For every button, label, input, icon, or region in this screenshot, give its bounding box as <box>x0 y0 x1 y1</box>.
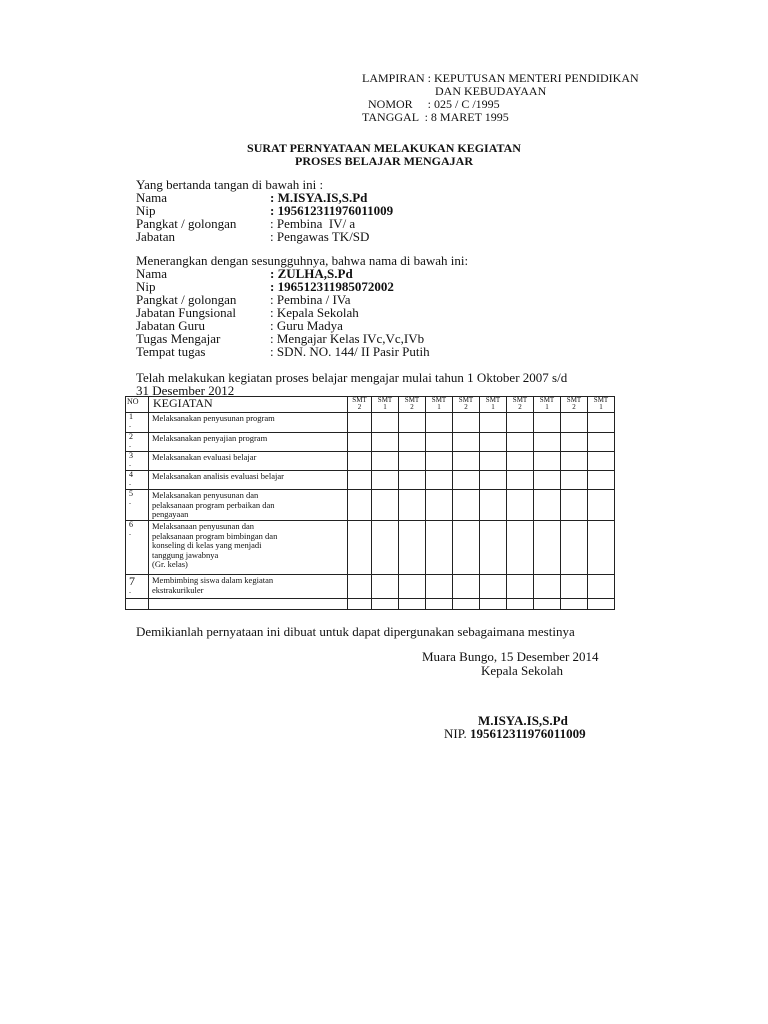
smt-cell <box>348 521 372 575</box>
table-row <box>126 521 615 575</box>
smt-cell <box>534 413 561 433</box>
smt-cell <box>399 490 426 521</box>
header-smt-label: SMT <box>458 396 474 404</box>
table-row <box>126 452 615 471</box>
smt-cell <box>399 521 426 575</box>
row-kegiatan <box>149 575 348 599</box>
smt-cell <box>399 575 426 599</box>
lampiran-tanggal: TANGGAL : 8 MARET 1995 <box>362 110 509 124</box>
row-number: 3 <box>129 451 133 460</box>
document-title <box>0 142 768 168</box>
smt-cell <box>453 413 480 433</box>
smt-cell <box>534 433 561 452</box>
statement-line-2: 31 Desember 2012 <box>136 383 235 398</box>
smt-cell <box>480 575 507 599</box>
smt-cell <box>426 433 453 452</box>
kegiatan-line: Melaksanakan penyusunan program <box>152 413 275 423</box>
signer-field-label: Nama <box>136 190 168 205</box>
subject-fields <box>136 267 468 358</box>
lampiran-line-1: LAMPIRAN : KEPUTUSAN MENTERI PENDIDIKAN <box>362 71 639 85</box>
signer-field-label: Jabatan <box>136 229 175 244</box>
smt-cell <box>507 599 534 610</box>
row-number: 5 <box>129 489 133 498</box>
smt-cell <box>372 490 399 521</box>
smt-cell <box>453 521 480 575</box>
table-row <box>126 575 615 599</box>
header-kegiatan: KEGIATAN <box>149 397 348 413</box>
smt-cell <box>372 599 399 610</box>
smt-cell <box>561 433 588 452</box>
signer-block <box>136 178 393 243</box>
smt-cell <box>426 413 453 433</box>
header-smt-label: SMT <box>566 396 582 404</box>
kegiatan-line: Melaksanakan analisis evaluasi belajar <box>152 471 284 481</box>
header-smt-label: SMT <box>485 396 501 404</box>
row-no <box>126 413 149 433</box>
header-smt-label: SMT <box>431 396 447 404</box>
header-smt <box>561 397 588 413</box>
smt-cell <box>372 452 399 471</box>
smt-cell <box>348 490 372 521</box>
header-smt-label: SMT <box>539 396 555 404</box>
signer-fields <box>136 191 393 243</box>
smt-cell <box>507 471 534 490</box>
row-kegiatan <box>149 471 348 490</box>
smt-cell <box>588 490 615 521</box>
table-row <box>126 490 615 521</box>
smt-cell <box>534 490 561 521</box>
subject-field-label: Nip <box>136 279 156 294</box>
smt-cell <box>372 471 399 490</box>
subject-field-value: : ZULHA,S.Pd <box>270 266 353 281</box>
header-smt <box>399 397 426 413</box>
header-smt-label: SMT <box>352 396 367 404</box>
kegiatan-line: Melaksanaan penyusunan dan <box>152 521 254 531</box>
header-smt-label: SMT <box>404 396 420 404</box>
smt-cell <box>588 471 615 490</box>
row-number-dot: . <box>129 528 131 537</box>
subject-field-value: : Pembina / IVa <box>270 292 351 307</box>
smt-cell <box>561 521 588 575</box>
kegiatan-table <box>125 396 615 610</box>
smt-cell <box>453 433 480 452</box>
signer-intro: Yang bertanda tangan di bawah ini : <box>136 177 324 192</box>
subject-field-label: Pangkat / golongan <box>136 292 237 307</box>
kegiatan-line: pelaksanaan program bimbingan dan <box>152 530 278 541</box>
subject-field-label: Jabatan Fungsional <box>136 305 237 320</box>
smt-cell <box>348 452 372 471</box>
signature-nip <box>444 726 586 742</box>
row-no <box>126 471 149 490</box>
kegiatan-line: Membimbing siswa dalam kegiatan <box>152 575 274 585</box>
header-smt <box>507 397 534 413</box>
smt-cell <box>372 575 399 599</box>
header-smt-number: 1 <box>491 403 495 411</box>
lampiran-line-2: DAN KEBUDAYAAN <box>435 84 547 98</box>
kegiatan-line: pelaksanaan program perbaikan dan <box>152 499 275 510</box>
smt-cell <box>588 413 615 433</box>
header-smt <box>372 397 399 413</box>
signer-field-value: : Pengawas TK/SD <box>270 229 370 244</box>
subject-field-label: Tugas Mengajar <box>136 331 221 346</box>
row-no <box>126 521 149 575</box>
kegiatan-line: pengayaan <box>152 509 189 519</box>
smt-cell <box>561 575 588 599</box>
kegiatan-line: ekstrakurikuler <box>152 584 204 595</box>
signer-field-value: : Pembina IV/ a <box>270 216 356 231</box>
smt-cell <box>348 599 372 610</box>
smt-cell <box>453 575 480 599</box>
header-smt <box>453 397 480 413</box>
kegiatan-line: Melaksanakan penyusunan dan <box>152 490 259 500</box>
table-body <box>126 413 615 610</box>
smt-cell <box>588 452 615 471</box>
smt-cell <box>399 452 426 471</box>
row-number: 2 <box>129 432 133 441</box>
smt-cell <box>372 521 399 575</box>
row-no <box>126 452 149 471</box>
smt-cell <box>399 471 426 490</box>
smt-cell <box>372 433 399 452</box>
title-line-1: SURAT PERNYATAAN MELAKUKAN KEGIATAN <box>247 141 521 155</box>
smt-cell <box>426 471 453 490</box>
smt-cell <box>507 575 534 599</box>
smt-cell <box>453 452 480 471</box>
row-kegiatan <box>149 433 348 452</box>
subject-block <box>136 254 468 358</box>
row-number-dot: . <box>129 497 131 506</box>
subject-field-value: : Mengajar Kelas IVc,Vc,IVb <box>270 331 425 346</box>
subject-field-value: : 196512311985072002 <box>270 279 394 294</box>
row-kegiatan <box>149 521 348 575</box>
signature-role: Kepala Sekolah <box>481 663 563 678</box>
smt-cell <box>507 521 534 575</box>
lampiran-nomor: NOMOR : 025 / C /1995 <box>368 97 500 111</box>
header-smt-number: 2 <box>410 403 414 411</box>
row-kegiatan <box>149 490 348 521</box>
smt-cell <box>507 413 534 433</box>
smt-cell <box>534 471 561 490</box>
header-smt-number: 1 <box>599 403 603 411</box>
row-kegiatan <box>149 599 348 610</box>
smt-cell <box>588 599 615 610</box>
row-number-dot: . <box>129 478 131 487</box>
smt-cell <box>507 433 534 452</box>
smt-cell <box>588 575 615 599</box>
row-number-dot: . <box>129 440 131 449</box>
table-row <box>126 433 615 452</box>
smt-cell <box>480 413 507 433</box>
header-smt-number: 2 <box>518 403 522 411</box>
subject-field-value: : Guru Madya <box>270 318 343 333</box>
row-number-dot: . <box>129 420 131 429</box>
kegiatan-line: (Gr. kelas) <box>152 559 188 569</box>
kegiatan-line: Melaksanakan evaluasi belajar <box>152 452 257 462</box>
smt-cell <box>348 433 372 452</box>
row-number: 7 <box>129 574 135 588</box>
smt-cell <box>534 521 561 575</box>
header-smt-number: 1 <box>383 403 387 411</box>
header-smt <box>348 397 372 413</box>
row-number-dot: . <box>129 459 131 468</box>
subject-field-label: Nama <box>136 266 168 281</box>
header-smt-label: SMT <box>593 396 609 404</box>
smt-cell <box>534 452 561 471</box>
header-smt-number: 1 <box>545 403 549 411</box>
header-smt-number: 2 <box>572 403 576 411</box>
smt-cell <box>426 575 453 599</box>
title-line-2: PROSES BELAJAR MENGAJAR <box>294 154 474 168</box>
smt-cell <box>426 521 453 575</box>
subject-intro: Menerangkan dengan sesungguhnya, bahwa nama di bawah ini: <box>136 253 469 268</box>
smt-cell <box>480 471 507 490</box>
smt-cell <box>426 599 453 610</box>
signer-field-value: : 195612311976011009 <box>270 203 394 218</box>
smt-cell <box>399 599 426 610</box>
smt-cell <box>561 413 588 433</box>
smt-cell <box>507 452 534 471</box>
header-smt <box>534 397 561 413</box>
smt-cell <box>480 599 507 610</box>
signature-nip-value: 195612311976011009 <box>470 726 586 741</box>
subject-field-label: Tempat tugas <box>136 344 206 359</box>
row-no <box>126 490 149 521</box>
header-smt-label: SMT <box>512 396 528 404</box>
smt-cell <box>588 521 615 575</box>
statement <box>136 371 567 397</box>
row-number: 4 <box>129 470 133 479</box>
header-smt-number: 2 <box>464 403 468 411</box>
smt-cell <box>453 490 480 521</box>
smt-cell <box>453 599 480 610</box>
header-smt-label: SMT <box>377 396 393 404</box>
signature-name: M.ISYA.IS,S.Pd <box>478 713 568 728</box>
row-no <box>126 433 149 452</box>
smt-cell <box>453 471 480 490</box>
table-row <box>126 413 615 433</box>
signer-field-row <box>136 230 393 243</box>
smt-cell <box>480 452 507 471</box>
smt-cell <box>399 413 426 433</box>
signature-nip-label: NIP. <box>444 726 471 741</box>
smt-cell <box>480 433 507 452</box>
smt-cell <box>480 490 507 521</box>
smt-cell <box>561 490 588 521</box>
smt-cell <box>348 471 372 490</box>
lampiran-header <box>362 72 639 124</box>
header-smt <box>426 397 453 413</box>
smt-cell <box>348 575 372 599</box>
smt-cell <box>372 413 399 433</box>
subject-field-label: Jabatan Guru <box>136 318 205 333</box>
row-no <box>126 575 149 599</box>
header-smt <box>480 397 507 413</box>
row-number: 1 <box>129 412 133 421</box>
kegiatan-line: konseling di kelas yang menjadi <box>152 540 262 550</box>
signature-place-date: Muara Bungo, 15 Desember 2014 <box>422 649 599 664</box>
smt-cell <box>534 599 561 610</box>
signer-field-label: Pangkat / golongan <box>136 216 237 231</box>
signer-field-label: Nip <box>136 203 156 218</box>
smt-cell <box>507 490 534 521</box>
header-smt-number: 1 <box>437 403 441 411</box>
row-number: 6 <box>129 520 133 529</box>
subject-field-row <box>136 345 468 358</box>
row-no <box>126 599 149 610</box>
smt-cell <box>561 452 588 471</box>
subject-field-value: : SDN. NO. 144/ II Pasir Putih <box>270 344 430 359</box>
header-no: NO <box>126 397 149 413</box>
table-header-row <box>126 397 615 413</box>
closing-statement: Demikianlah pernyataan ini dibuat untuk dapat dipergunakan sebagaimana mestinya <box>136 624 575 639</box>
subject-field-value: : Kepala Sekolah <box>270 305 359 320</box>
header-smt <box>588 397 615 413</box>
smt-cell <box>348 413 372 433</box>
smt-cell <box>588 433 615 452</box>
kegiatan-line: tanggung jawabnya <box>152 549 219 560</box>
smt-cell <box>399 433 426 452</box>
smt-cell <box>426 452 453 471</box>
smt-cell <box>426 490 453 521</box>
smt-cell <box>561 599 588 610</box>
signer-field-value: : M.ISYA.IS,S.Pd <box>270 190 368 205</box>
table-row <box>126 471 615 490</box>
smt-cell <box>561 471 588 490</box>
table-row <box>126 599 615 610</box>
kegiatan-line: Melaksanakan penyajian program <box>152 433 268 443</box>
row-kegiatan <box>149 452 348 471</box>
row-kegiatan <box>149 413 348 433</box>
smt-cell <box>534 575 561 599</box>
statement-line-1: Telah melakukan kegiatan proses belajar mengajar mulai tahun 1 Oktober 2007 s/d <box>136 370 568 385</box>
row-number-dot: . <box>129 586 131 595</box>
header-smt-number: 2 <box>357 403 362 411</box>
smt-cell <box>480 521 507 575</box>
